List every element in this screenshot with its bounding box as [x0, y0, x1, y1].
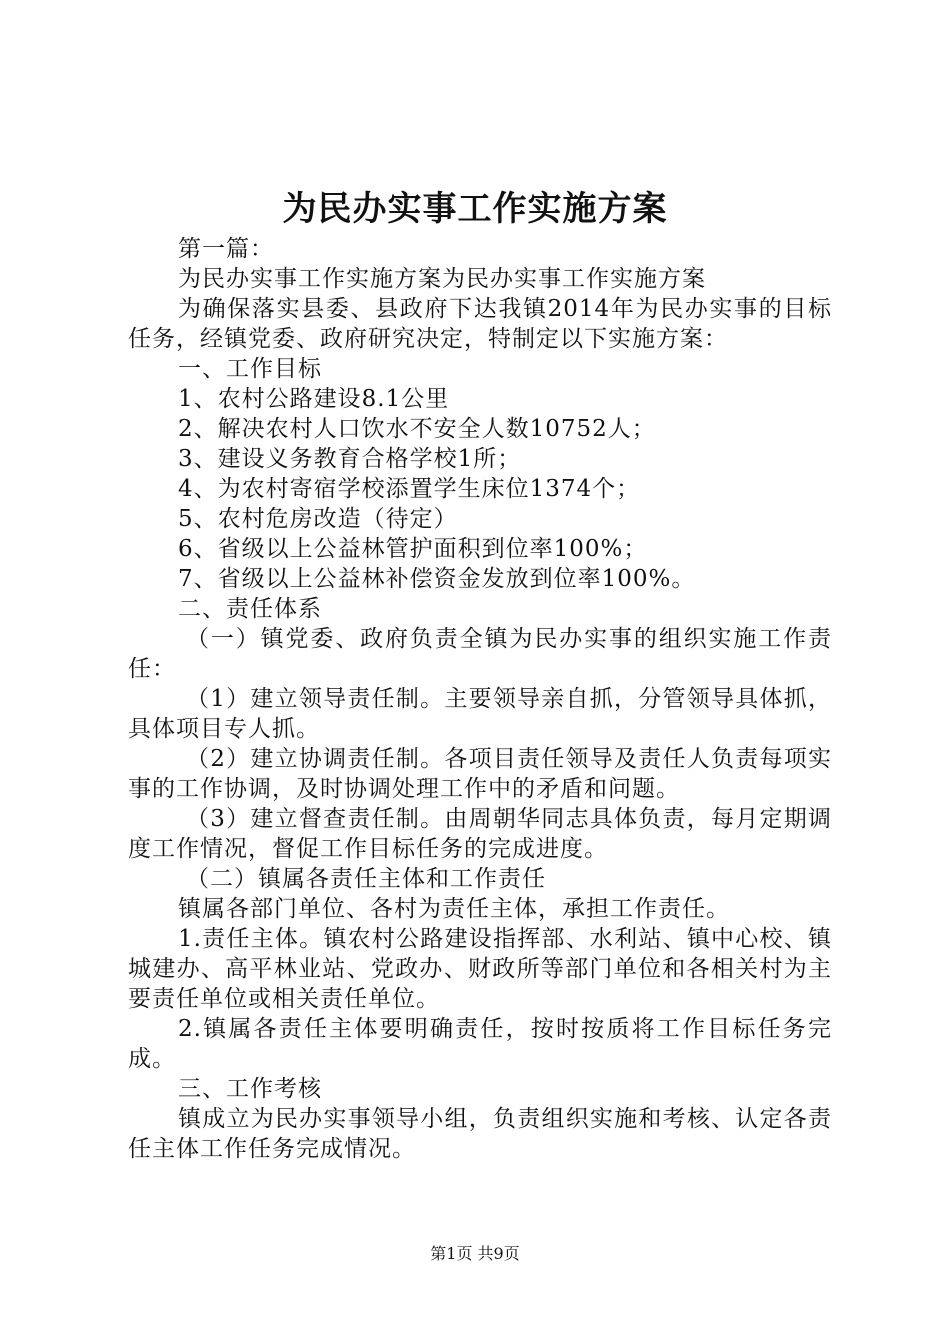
paragraph: （1）建立领导责任制。主要领导亲自抓，分管领导具体抓，具体项目专人抓。 [128, 686, 832, 742]
paragraph: 5、农村危房改造（待定） [178, 506, 458, 532]
paragraph: 为民办实事工作实施方案为民办实事工作实施方案 [178, 266, 706, 292]
paragraph: 为确保落实县委、县政府下达我镇2014年为民办实事的目标任务，经镇党委、政府研究决定，特制定以下实施方案： [128, 296, 832, 352]
paragraph: 7、省级以上公益林补偿资金发放到位率100%。 [178, 566, 696, 592]
paragraph: 镇成立为民办实事领导小组，负责组织实施和考核、认定各责任主体工作任务完成情况。 [128, 1106, 832, 1162]
document-body [128, 234, 832, 1164]
paragraph: 镇属各部门单位、各村为责任主体，承担工作责任。 [178, 896, 730, 922]
paragraph: （3）建立督查责任制。由周朝华同志具体负责，每月定期调度工作情况，督促工作目标任务的完成进度。 [128, 806, 832, 862]
paragraph: （2）建立协调责任制。各项目责任领导及责任人负责每项实事的工作协调，及时协调处理工作中的矛盾和问题。 [128, 746, 832, 802]
paragraph: 4、为农村寄宿学校添置学生床位1374个； [178, 476, 641, 502]
paragraph: （二）镇属各责任主体和工作责任 [186, 866, 546, 892]
paragraph: 2.镇属各责任主体要明确责任，按时按质将工作目标任务完成。 [128, 1016, 832, 1072]
paragraph: 2、解决农村人口饮水不安全人数10752人； [178, 416, 656, 442]
page-footer: 第1页 共9页 [430, 1244, 520, 1263]
paragraph: 三、工作考核 [178, 1076, 322, 1102]
paragraph: （一）镇党委、政府负责全镇为民办实事的组织实施工作责任： [128, 626, 832, 682]
document-title: 为民办实事工作实施方案 [282, 189, 668, 229]
paragraph: 一、工作目标 [178, 356, 322, 382]
paragraph: 1、农村公路建设8.1公里 [178, 386, 450, 412]
paragraph: 1.责任主体。镇农村公路建设指挥部、水利站、镇中心校、镇城建办、高平林业站、党政办、财政所等部门单位和各相关村为主要责任单位或相关责任单位。 [128, 926, 832, 1012]
paragraph: 第一篇： [178, 236, 274, 262]
paragraph: 6、省级以上公益林管护面积到位率100%； [178, 536, 648, 562]
paragraph: 3、建设义务教育合格学校1所； [178, 446, 522, 472]
paragraph: 二、责任体系 [178, 596, 322, 622]
